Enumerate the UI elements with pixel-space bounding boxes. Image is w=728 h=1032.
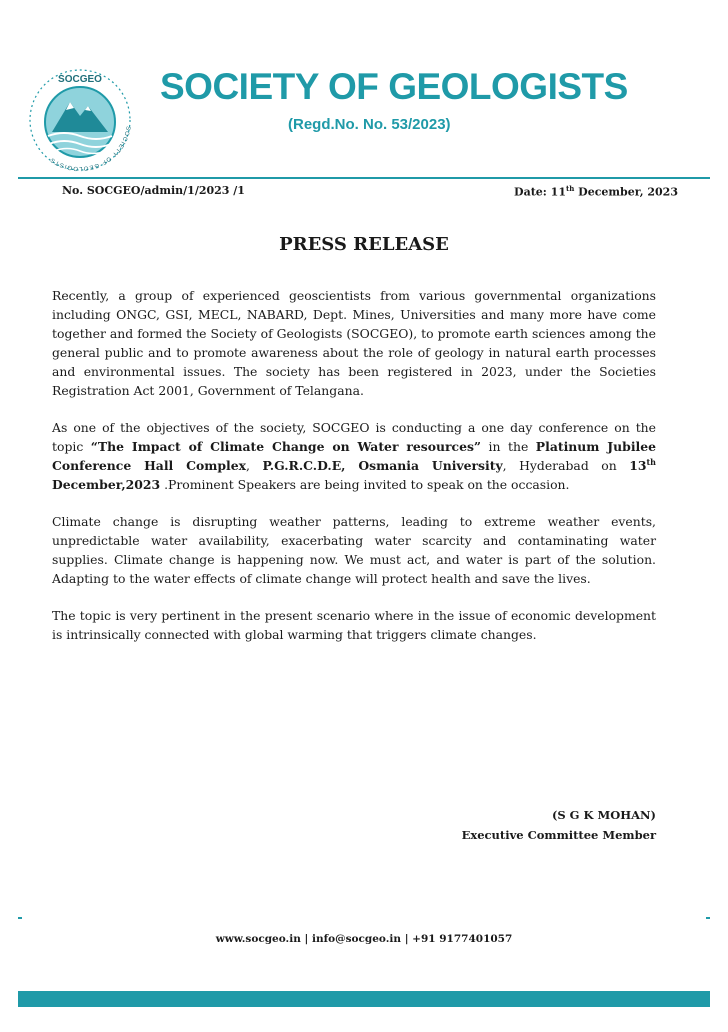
paragraph-intro: Recently, a group of experienced geoscientists from various governmental organizations including ONGC, GSI, MECL, NABARD, Dept. Mines, Universities and many more have come together and formed the Society of Geologists (SOCGEO), to promote earth sciences among the general public and to promote awareness about the role of geology in natural earth processes and environmental issues. The society has been registered in 2023, under the Societies Registration Act 2001, Government of Telangana.	[52, 288, 656, 398]
org-title: SOCIETY OF GEOLOGISTS	[160, 66, 628, 107]
svg-text:SOCIETY OF GEOLOGISTS: SOCIETY OF GEOLOGISTS	[49, 125, 131, 172]
footer-tick-left	[18, 917, 22, 919]
footer-tick-right	[706, 917, 710, 919]
paragraph-topic: The topic is very pertinent in the present scenario where in the issue of economic development is intrinsically connected with global warming that triggers climate changes.	[52, 608, 656, 642]
signatory-role: Executive Committee Member	[461, 828, 656, 842]
footer-bar	[18, 991, 710, 1007]
society-logo	[22, 62, 138, 178]
header-divider	[18, 177, 710, 179]
reference-number: No. SOCGEO/admin/1/2023 /1	[62, 184, 245, 197]
svg-text:SOCGEO: SOCGEO	[58, 74, 102, 85]
footer-contact: www.socgeo.in | info@socgeo.in | +91 9177401057	[215, 933, 513, 945]
paragraph-climate: Climate change is disrupting weather patterns, leading to extreme weather events, unpredictable water availability, exacerbating water scarcity and contaminating water supplies. Climate change is happening now. We must act, and water is part of the solution. Adapting to the water effects of climate change will protect health and save the lives.	[52, 514, 656, 586]
press-release-body	[52, 286, 656, 662]
reference-date: Date: 11th December, 2023	[514, 184, 678, 199]
signatory-name: (S G K MOHAN)	[551, 808, 656, 822]
paragraph-conference: As one of the objectives of the society, SOCGEO is conducting a one day conference on the topic “The Impact of Climate Change on Water resources” in the Platinum Jubilee Conference Hall Complex, P.G.R.C.D.E, Osmania University, Hyderabad on 13th December,2023 .Prominent Speakers are being invited to speak on the occasion.	[52, 420, 656, 492]
registration-number: (Regd.No. No. 53/2023)	[288, 116, 451, 133]
page-title: PRESS RELEASE	[279, 234, 449, 255]
